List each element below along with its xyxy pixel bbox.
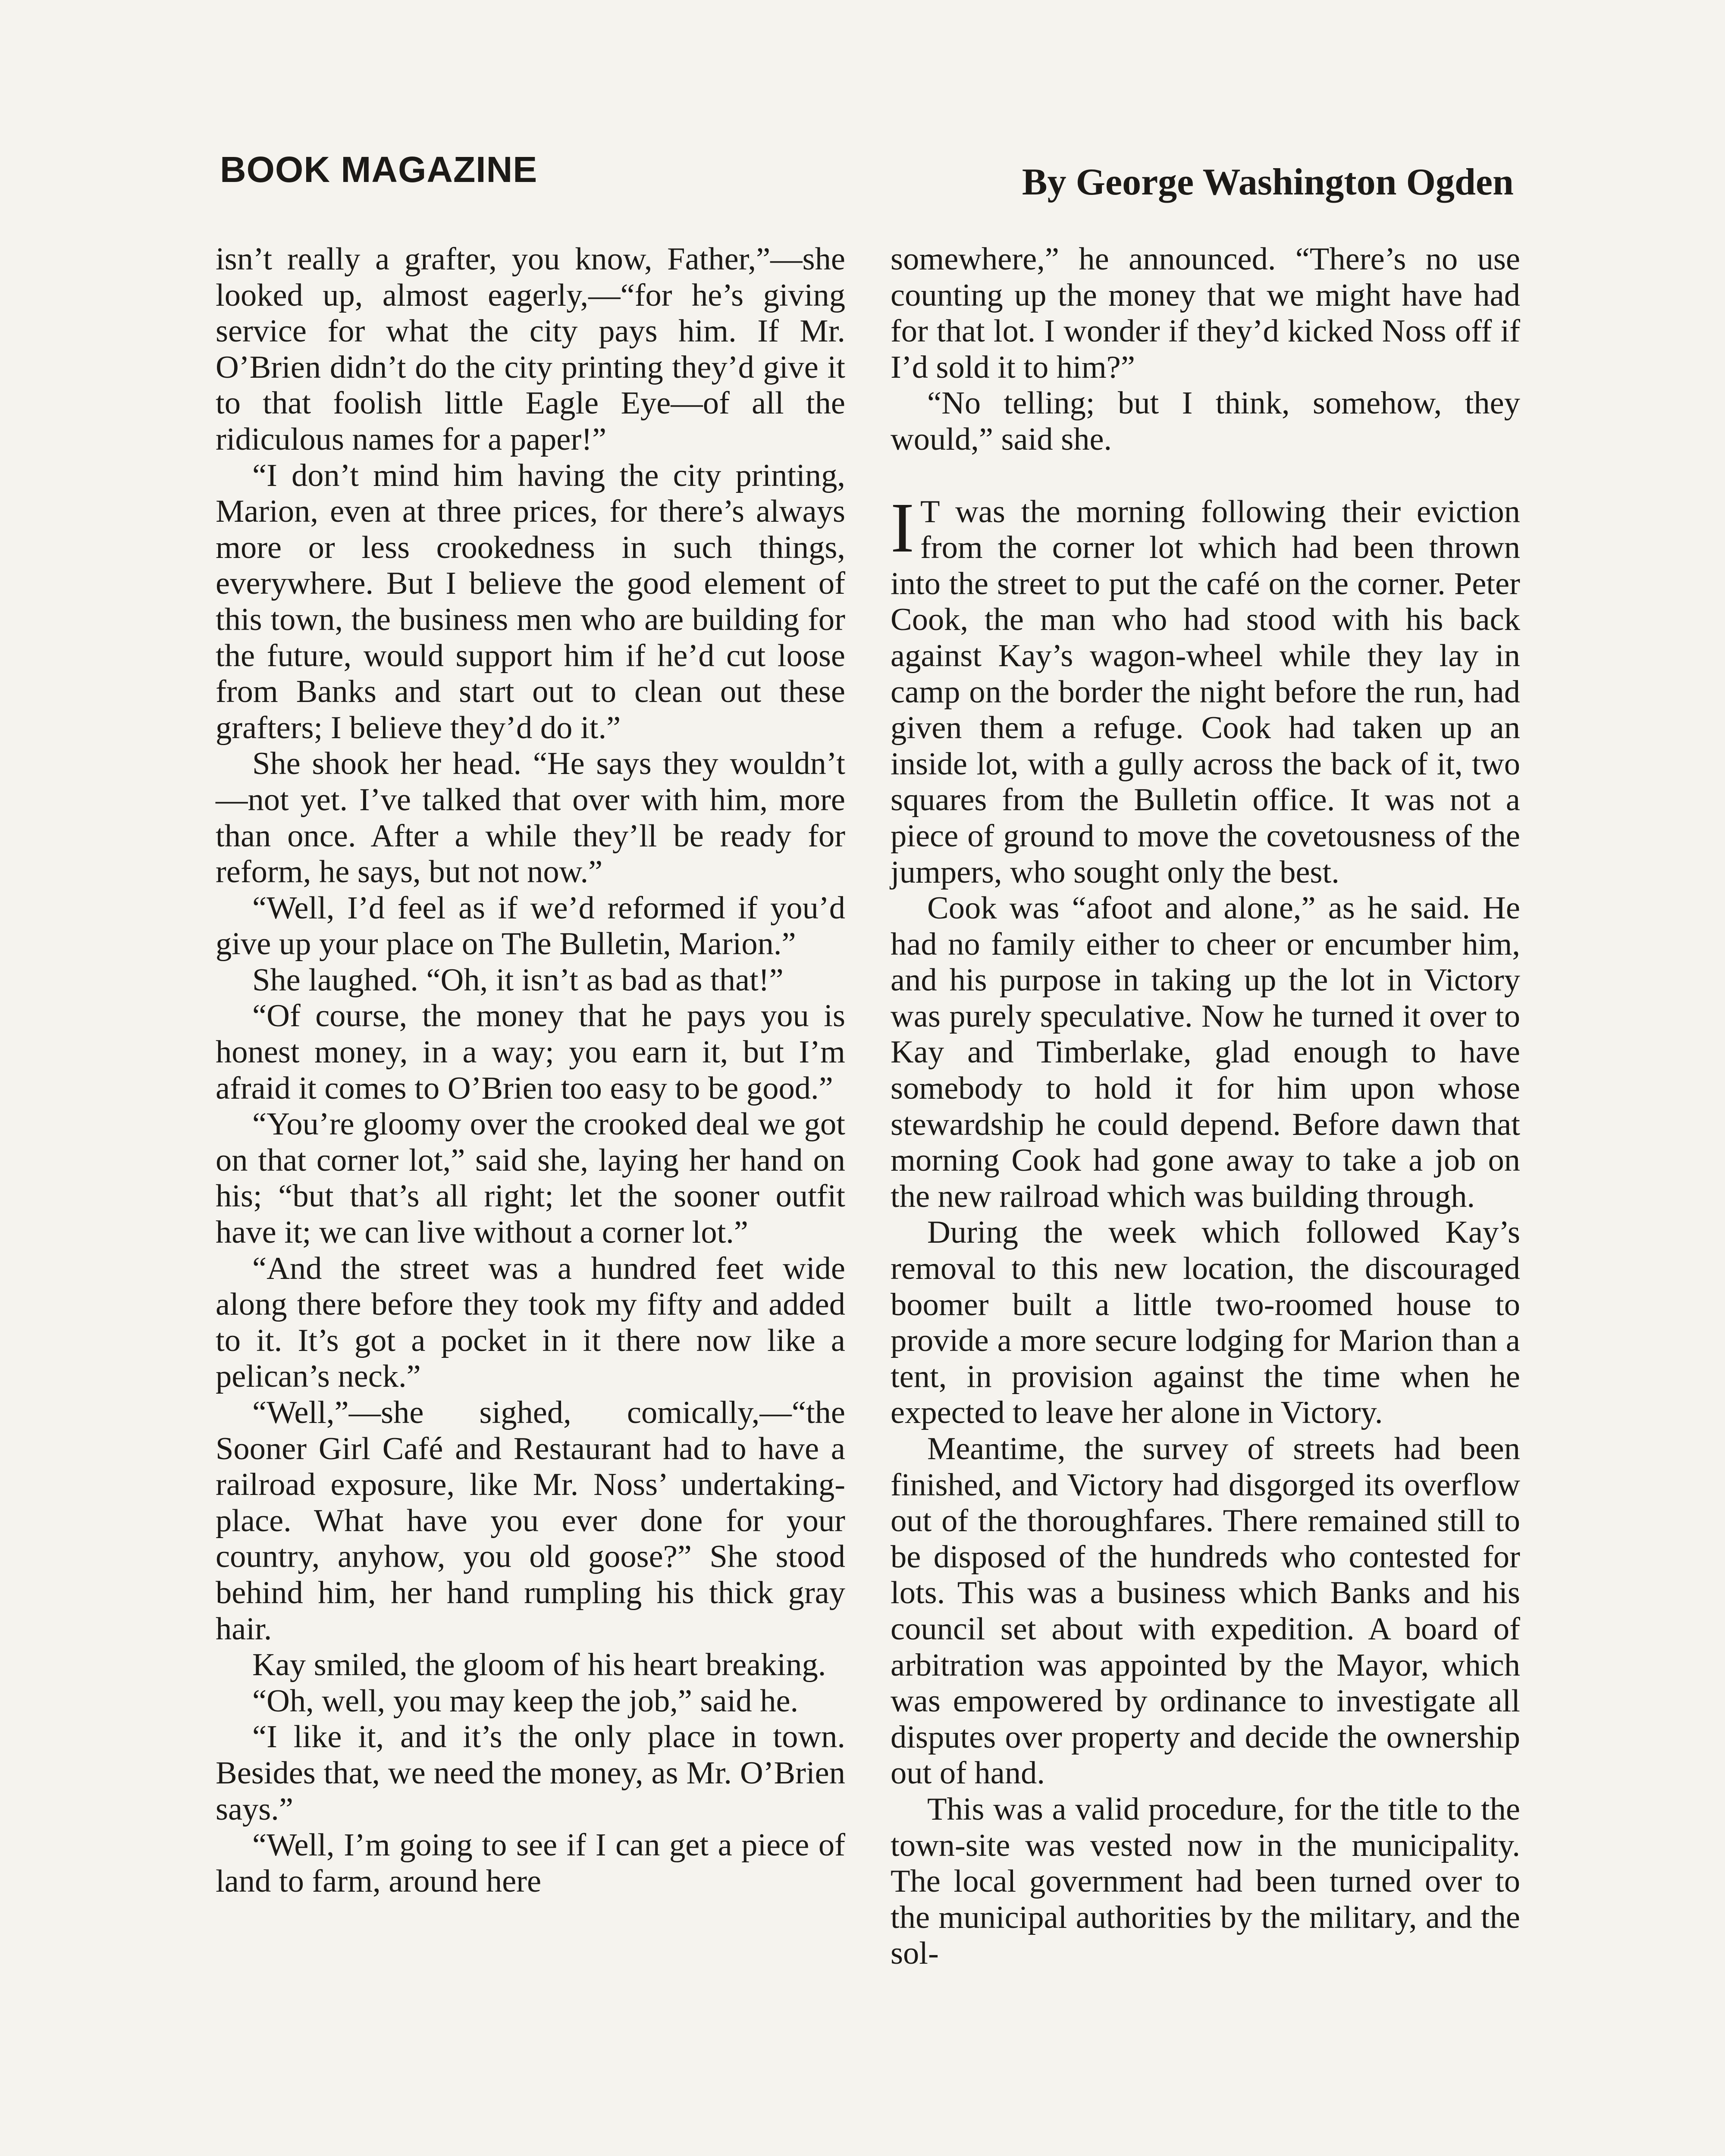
paragraph: somewhere,” he announced. “There’s no use counting up the money that we might have had for that lot. I wonder if they’d kicked Noss off if I’d sold it to him?” xyxy=(891,241,1520,385)
paragraph: Cook was “afoot and alone,” as he said. He had no family either to cheer or encumber him, and his purpose in taking up the lot in Victory was purely speculative. Now he turned it over to Kay and Timberlake, glad enough to have somebody to hold it for him upon whose stewardship he could depend. Before dawn that morning Cook had gone away to take a job on the new railroad which was building through. xyxy=(891,890,1520,1214)
paragraph: “No telling; but I think, somehow, they would,” said she. xyxy=(891,385,1520,457)
left-column xyxy=(216,241,845,1899)
section-opening-paragraph xyxy=(891,488,1520,891)
paragraph: Meantime, the survey of streets had been finished, and Victory had disgorged its overflow out of the thoroughfares. There remained still to be disposed of the hundreds who contested for lots. This was a business which Banks and his council set about with expedition. A board of arbitration was appointed by the Mayor, which was empowered by ordinance to investigate all disputes over property and decide the ownership out of hand. xyxy=(891,1431,1520,1791)
paragraph: Kay smiled, the gloom of his heart breaking. xyxy=(252,1647,826,1683)
paragraph: isn’t really a grafter, you know, Father,”—she looked up, almost eagerly,—“for he’s giving service for what the city pays him. If Mr. O’Brien didn’t do the city printing they’d give it to that foolish little Eagle Eye—of all the ridiculous names for a paper!” xyxy=(216,241,845,457)
paragraph: “Well, I’d feel as if we’d reformed if you’d give up your place on The Bulletin, Marion.” xyxy=(216,890,845,962)
running-head-magazine: BOOK MAGAZINE xyxy=(220,149,538,190)
paragraph: “And the street was a hundred feet wide along there before they took my fifty and added to it. It’s got a pocket in it there now like a pelican’s neck.” xyxy=(216,1250,845,1395)
right-column xyxy=(891,241,1520,1972)
paragraph: She laughed. “Oh, it isn’t as bad as that!” xyxy=(252,962,784,998)
paragraph: “You’re gloomy over the crooked deal we got on that corner lot,” said she, laying her hand on his; “but that’s all right; let the sooner outfit have it; we can live without a corner lot.” xyxy=(216,1106,845,1250)
running-head-byline: By George Washington Ogden xyxy=(1022,161,1514,203)
paragraph: “I don’t mind him having the city printing, Marion, even at three prices, for there’s always more or less crookedness in such things, everywhere. But I believe the good element of this town, the business men who are building for the future, would support him if he’d cut loose from Banks and start out to clean out these grafters; I believe they’d do it.” xyxy=(216,458,845,746)
section-opening-text: T was the morning following their eviction from the corner lot which had been thrown into the street to put the café on the corner. Peter Cook, the man who had stood with his back against Kay’s wagon-wheel while they lay in camp on the border the night before the run, had given them a refuge. Cook had taken up an inside lot, with a gully across the back of it, two squares from the Bulletin office. It was not a piece of ground to move the covetousness of the jumpers, who sought only the best. xyxy=(891,494,1520,890)
paragraph: During the week which followed Kay’s removal to this new location, the discouraged boomer built a little two-roomed house to provide a more secure lodging for Marion than a tent, in provision against the time when he expected to leave her alone in Victory. xyxy=(891,1215,1520,1431)
paragraph: She shook her head. “He says they wouldn’t—not yet. I’ve talked that over with him, more than once. After a while they’ll be ready for reform, he says, but not now.” xyxy=(216,746,845,890)
paragraph: “Of course, the money that he pays you is honest money, in a way; you earn it, but I’m afraid it comes to O’Brien too easy to be good.” xyxy=(216,998,845,1106)
paragraph: “Oh, well, you may keep the job,” said he. xyxy=(252,1683,799,1719)
paragraph: This was a valid procedure, for the title to the town-site was vested now in the municipality. The local government had been turned over to the municipal authorities by the military, and the sol- xyxy=(891,1791,1520,1971)
drop-cap: I xyxy=(891,488,914,567)
paragraph: “Well, I’m going to see if I can get a piece of land to farm, around here xyxy=(216,1827,845,1899)
paragraph: “Well,”—she sighed, comically,—“the Sooner Girl Café and Restaurant had to have a railroad exposure, like Mr. Noss’ undertaking-place. What have you ever done for your country, anyhow, you old goose?” She stood behind him, her hand rumpling his thick gray hair. xyxy=(216,1395,845,1647)
paragraph: “I like it, and it’s the only place in town. Besides that, we need the money, as Mr. O’Brien says.” xyxy=(216,1719,845,1827)
